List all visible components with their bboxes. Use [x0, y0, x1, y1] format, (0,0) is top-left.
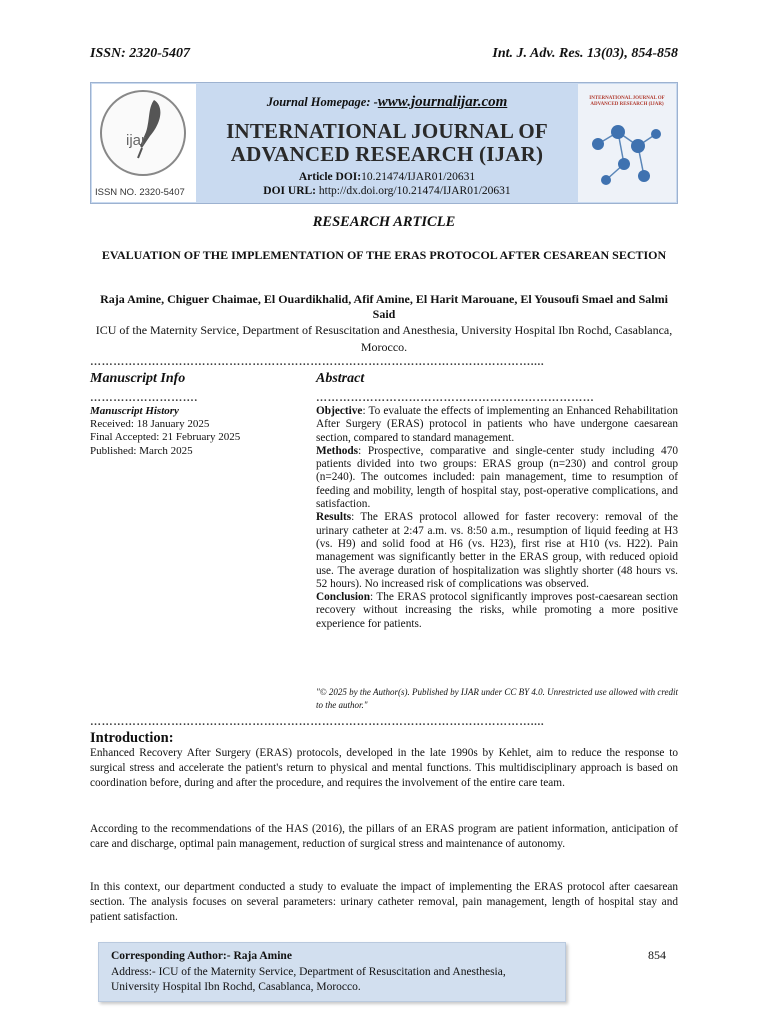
article-type: RESEARCH ARTICLE: [312, 214, 456, 230]
abstract-body: [316, 405, 678, 631]
corresponding-address-line1: Address:- ICU of the Maternity Service, Department of Resuscitation and Anesthesia,: [111, 965, 506, 978]
intro-paragraph-3: In this context, our department conducted a study to evaluate the impact of implementing the ERAS protocol after caesarean section. The analysis focuses on several parameters: urinary catheter removal, pain management, length of hospital stay and patient satisfaction.: [90, 881, 678, 924]
logo-issn: ISSN NO. 2320-5407: [95, 187, 185, 198]
intro-paragraph-1: Enhanced Recovery After Surgery (ERAS) protocols, developed in the late 1990s by Kehlet, aim to reduce the response to surgical stress and accelerate the patient's return to physical and mental functions. This multidisciplinary approach is based on coordination before, during and after the procedure, and requires the involvement of the entire care team.: [90, 747, 678, 790]
journal-title-line1: INTERNATIONAL JOURNAL OF: [226, 119, 548, 143]
objective-label: Objective: [316, 405, 363, 417]
article-title: EVALUATION OF THE IMPLEMENTATION OF THE ERAS PROTOCOL AFTER CESAREAN SECTION: [101, 248, 667, 262]
molecule-icon: [578, 84, 676, 202]
affiliation: ICU of the Maternity Service, Department of Resuscitation and Anesthesia, University Hospital Ibn Rochd, Casablanca, Morocco.: [95, 323, 673, 354]
logo-seal: [100, 90, 186, 176]
cover-title: INTERNATIONAL JOURNAL OF ADVANCED RESEARCH (IJAR): [589, 96, 665, 107]
intro-paragraph-2: According to the recommendations of the HAS (2016), the pillars of an ERAS program are patient information, anticipation of care and discharge, optimal pain management, reduction of surgical stress and maintenance of autonomy.: [90, 823, 678, 851]
abstract-methods: [316, 445, 678, 511]
methods-text: : Prospective, comparative and single-center study including 470 patients divided into two groups: ERAS group (n=230) and control group (n=240). The outcomes included: pain management, time to resumption of feeding and mobility, length of hospital stay, post-operative complications, and satisfaction.: [316, 444, 678, 511]
journal-homepage: [196, 94, 578, 111]
objective-text: : To evaluate the effects of implementing an Enhanced Rehabilitation After Surgery (ERAS) protocol in patients who have undergone caesarean section, compared to standard management.: [316, 405, 678, 444]
history-label: Manuscript History: [90, 405, 179, 417]
corresponding-author-box: [98, 942, 566, 1002]
journal-logo: [92, 84, 196, 202]
journal-cover-image: [578, 84, 676, 202]
separator-bottom: ……………………………………………………………………………………………………....: [90, 716, 545, 728]
received-date: Received: 18 January 2025: [90, 418, 210, 431]
abstract-conclusion: [316, 591, 678, 631]
corresponding-author-label: Corresponding Author:- Raja Amine: [111, 950, 292, 962]
abstract-results: [316, 511, 678, 591]
author-list: Raja Amine, Chiguer Chaimae, El Ouardikhalid, Afif Amine, El Harit Marouane, El Yousoufi Smael and Salmi Said: [100, 292, 668, 321]
doi-block: [196, 170, 578, 198]
issn-label: ISSN: 2320-5407: [90, 46, 190, 61]
separator-abstract: ………………………………………………………………: [316, 392, 595, 404]
journal-title: [196, 120, 578, 166]
results-label: Results: [316, 511, 352, 524]
abstract-objective: [316, 405, 678, 445]
conclusion-label: Conclusion: [316, 591, 370, 604]
introduction-heading: Introduction:: [90, 730, 174, 746]
doi-url-link[interactable]: http://dx.doi.org/10.21474/IJAR01/20631: [318, 185, 511, 197]
homepage-link[interactable]: www.journalijar.com: [377, 94, 508, 110]
journal-title-line2: ADVANCED RESEARCH (IJAR): [230, 142, 544, 166]
separator-top: ……………………………………………………………………………………………………....: [90, 356, 545, 368]
results-text: : The ERAS protocol allowed for faster recovery: removal of the urinary catheter at 2:47 a.m. vs. 8:50 a.m., resumption of liquid feeding at H3 (vs. H9) and solid food at H6 (vs. H23), first rise at H10 (vs. H22). Pain management was significantly better in the ERAS group, with reduced opioid use. The average duration of hospitalization was slightly shorter (48 hours vs. 52 hours). No increased risk of complications was observed.: [316, 511, 678, 590]
doi-label: Article DOI:: [298, 171, 362, 183]
doi-url-label: DOI URL:: [263, 185, 317, 197]
methods-label: Methods: [316, 444, 359, 457]
corresponding-address-line2: University Hospital Ibn Rochd, Casablanca, Morocco.: [111, 981, 361, 993]
separator-info: ……………………….: [90, 392, 198, 404]
logo-text: ijar: [126, 132, 147, 149]
citation-label: Int. J. Adv. Res. 13(03), 854-858: [492, 46, 678, 61]
manuscript-info-heading: Manuscript Info: [90, 371, 186, 386]
doi-value: 10.21474/IJAR01/20631: [361, 171, 476, 183]
homepage-label: Journal Homepage: -: [266, 95, 378, 109]
published-date: Published: March 2025: [90, 444, 193, 457]
abstract-heading: Abstract: [316, 371, 365, 386]
conclusion-text: : The ERAS protocol significantly improves post-caesarean section recovery without increasing the risks, while promoting a more positive experience for patients.: [316, 591, 678, 630]
page-number: 854: [648, 948, 666, 962]
manuscript-history: [90, 405, 300, 458]
accepted-date: Final Accepted: 21 February 2025: [90, 431, 241, 444]
license-notice: "© 2025 by the Author(s). Published by IJAR under CC BY 4.0. Unrestricted use allowed with credit to the author.": [316, 687, 678, 710]
